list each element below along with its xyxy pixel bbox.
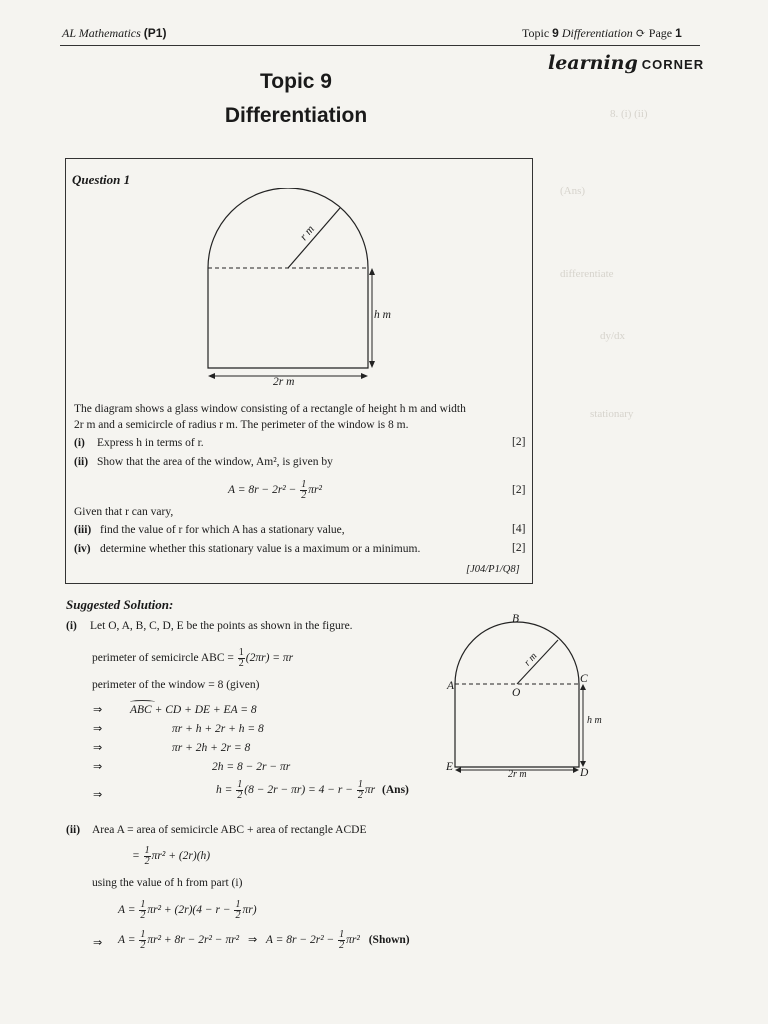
part-ii-mark: [2]	[512, 484, 526, 496]
question-text-1: The diagram shows a glass window consisting of a rectangle of height h m and width	[74, 403, 466, 415]
point-label-D: D	[580, 767, 589, 779]
bleed-text: 8. (i) (ii)	[610, 108, 648, 120]
part-i-mark: [2]	[512, 436, 526, 448]
question-text-2: 2r m and a semicircle of radius r m. The perimeter of the window is 8 m.	[74, 419, 409, 431]
page-title-topic: Topic 9	[260, 70, 332, 93]
part-ii-text: Show that the area of the window, Am², is given by	[97, 456, 333, 468]
point-label-B: B	[512, 613, 520, 625]
point-label-E: E	[446, 761, 454, 773]
solution-area-expression: = $\frac{1}{2}$ πr² + (2r)(h)	[132, 845, 211, 867]
question-reference: [J04/P1/Q8]	[466, 564, 520, 575]
solution-part-number: (i)	[66, 620, 77, 632]
solution-intro: Let O, A, B, C, D, E be the points as shown in the figure.	[90, 620, 353, 632]
implies-icon: ⇒	[93, 936, 103, 949]
header-rule	[60, 45, 700, 46]
area-equation: A = 8r − 2r² − $\frac{1}{2}$ πr²	[228, 479, 322, 501]
part-number: (iii)	[74, 524, 92, 536]
part-iv-text: determine whether this stationary value is a maximum or a minimum.	[100, 543, 421, 555]
diagram-label-width: 2r m	[273, 376, 295, 388]
brand-logo: learning CORNER	[548, 52, 705, 74]
implies-icon: ⇒	[93, 703, 103, 716]
diagram-label-height: h m	[374, 309, 391, 321]
implies-icon: ⇒	[93, 741, 103, 754]
implies-icon: ⇒	[93, 760, 103, 773]
question-diagram	[190, 188, 390, 398]
page-arrow-icon: ⟳	[635, 26, 646, 40]
solution-part-number: (ii)	[66, 824, 81, 836]
diagram-label-radius: r m	[297, 223, 318, 244]
solution-label-height: h m	[587, 715, 602, 726]
solution-label-radius: r m	[522, 650, 540, 669]
solution-step: 2h = 8 − 2r − πr	[212, 761, 291, 773]
part-iv-mark: [2]	[512, 542, 526, 554]
solution-area-final: A = $\frac{1}{2}$ πr² + 8r − 2r² − πr² ⇒ A = 8r − 2r² − $\frac{1}{2}$ πr² (Shown)	[118, 929, 410, 951]
part-i-text: Express h in terms of r.	[97, 437, 204, 449]
bleed-text: (Ans)	[560, 185, 586, 197]
part-number: (iv)	[74, 543, 91, 555]
header-topic: Topic 9 Differentiation ⟳ Page 1	[522, 26, 682, 40]
header-course: AL Mathematics (P1)	[62, 26, 167, 40]
perimeter-semicircle: perimeter of semicircle ABC = $\frac{1}{2}$ (2πr) = πr	[92, 647, 294, 669]
perimeter-window: perimeter of the window = 8 (given)	[92, 679, 260, 691]
bleed-text: differentiate	[560, 268, 614, 280]
given-text: Given that r can vary,	[74, 506, 174, 518]
solution-area-substitution: A = $\frac{1}{2}$ πr² + (2r)(4 − r − $\frac{1}{2}$ πr)	[118, 899, 257, 921]
point-label-A: A	[447, 680, 455, 692]
implies-icon: ⇒	[93, 722, 103, 735]
solution-heading: Suggested Solution:	[66, 597, 174, 612]
page-title-name: Differentiation	[224, 104, 368, 127]
question-heading: Question 1	[72, 172, 131, 187]
implies-icon: ⇒	[93, 788, 103, 801]
solution-area-definition: Area A = area of semicircle ABC + area of rectangle ACDE	[92, 824, 367, 836]
bleed-text: dy/dx	[600, 330, 626, 342]
solution-step: ABC + CD + DE + EA = 8	[130, 704, 257, 716]
arc-mark	[130, 700, 155, 704]
part-iii-mark: [4]	[512, 523, 526, 535]
implies-icon: ⇒	[248, 933, 258, 947]
solution-diagram	[440, 612, 620, 782]
point-label-O: O	[512, 687, 521, 699]
solution-using-text: using the value of h from part (i)	[92, 877, 243, 889]
solution-label-width: 2r m	[508, 769, 527, 780]
bleed-text: stationary	[590, 408, 634, 420]
point-label-C: C	[580, 673, 588, 685]
part-iii-text: find the value of r for which A has a stationary value,	[100, 524, 345, 536]
solution-h-result: h = $\frac{1}{2}$ (8 − 2r − πr) = 4 − r − $\frac{1}{2}$ πr (Ans)	[216, 779, 409, 801]
solution-step: πr + 2h + 2r = 8	[172, 742, 251, 754]
part-number: (ii)	[74, 456, 89, 468]
solution-step: πr + h + 2r + h = 8	[172, 723, 264, 735]
part-number: (i)	[74, 437, 85, 449]
